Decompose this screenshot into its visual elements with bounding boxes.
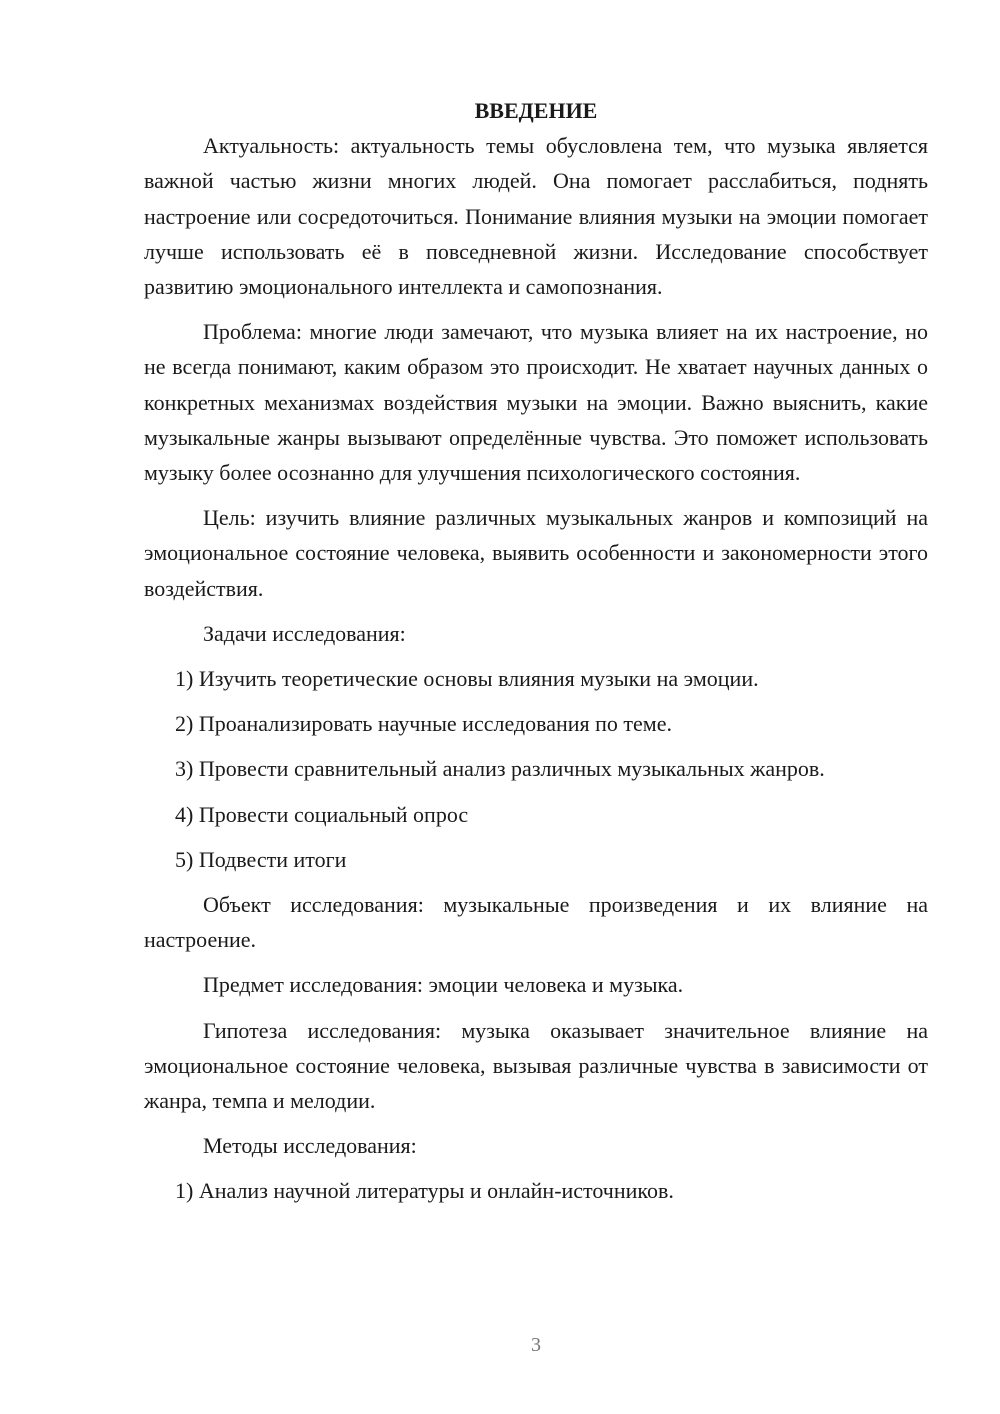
- goal-paragraph: Цель: изучить влияние различных музыкальных жанров и композиций на эмоциональное состояние человека, выявить особенности и закономерности этого воздействия.: [144, 505, 928, 601]
- list-item: 1) Анализ научной литературы и онлайн-источников.: [175, 1178, 674, 1204]
- tasks-list: [144, 661, 928, 877]
- list-item: 3) Провести сравнительный анализ различных музыкальных жанров.: [175, 756, 825, 782]
- subject-paragraph: Предмет исследования: эмоции человека и музыка.: [203, 972, 684, 998]
- methods-heading: Методы исследования:: [203, 1133, 417, 1159]
- section-heading: ВВЕДЕНИЕ: [474, 98, 598, 123]
- tasks-heading: Задачи исследования:: [203, 620, 406, 646]
- page-content: [144, 93, 928, 1219]
- hypothesis-paragraph: Гипотеза исследования: музыка оказывает значительное влияние на эмоциональное состояние человека, вызывая различные чувства в зависимости от жанра, темпа и мелодии.: [144, 1017, 928, 1114]
- list-item: 5) Подвести итоги: [175, 846, 347, 872]
- list-item: 2) Проанализировать научные исследования по теме.: [175, 711, 672, 737]
- list-item: 4) Провести социальный опрос: [175, 801, 469, 827]
- object-paragraph: Объект исследования: музыкальные произведения и их влияние на настроение.: [144, 892, 928, 953]
- relevance-paragraph: Актуальность: актуальность темы обусловлена тем, что музыка является важной частью жизни многих людей. Она помогает расслабиться, поднять настроение или сосредоточиться. Понимание влияния музыки на эмоции помогает лучше использовать её в повседневной жизни. Исследование способствует развитию эмоционального интеллекта и самопознания.: [144, 133, 928, 299]
- page-number: 3: [531, 1334, 541, 1356]
- list-item: 1) Изучить теоретические основы влияния музыки на эмоции.: [175, 666, 759, 692]
- problem-paragraph: Проблема: многие люди замечают, что музыка влияет на их настроение, но не всегда понимают, каким образом это происходит. Не хватает научных данных о конкретных механизмах воздействия музыки на эмоции. Важно выяснить, какие музыкальные жанры вызывают определённые чувства. Это поможет использовать музыку более осознанно для улучшения психологического состояния.: [144, 319, 928, 486]
- methods-list: [144, 1173, 928, 1208]
